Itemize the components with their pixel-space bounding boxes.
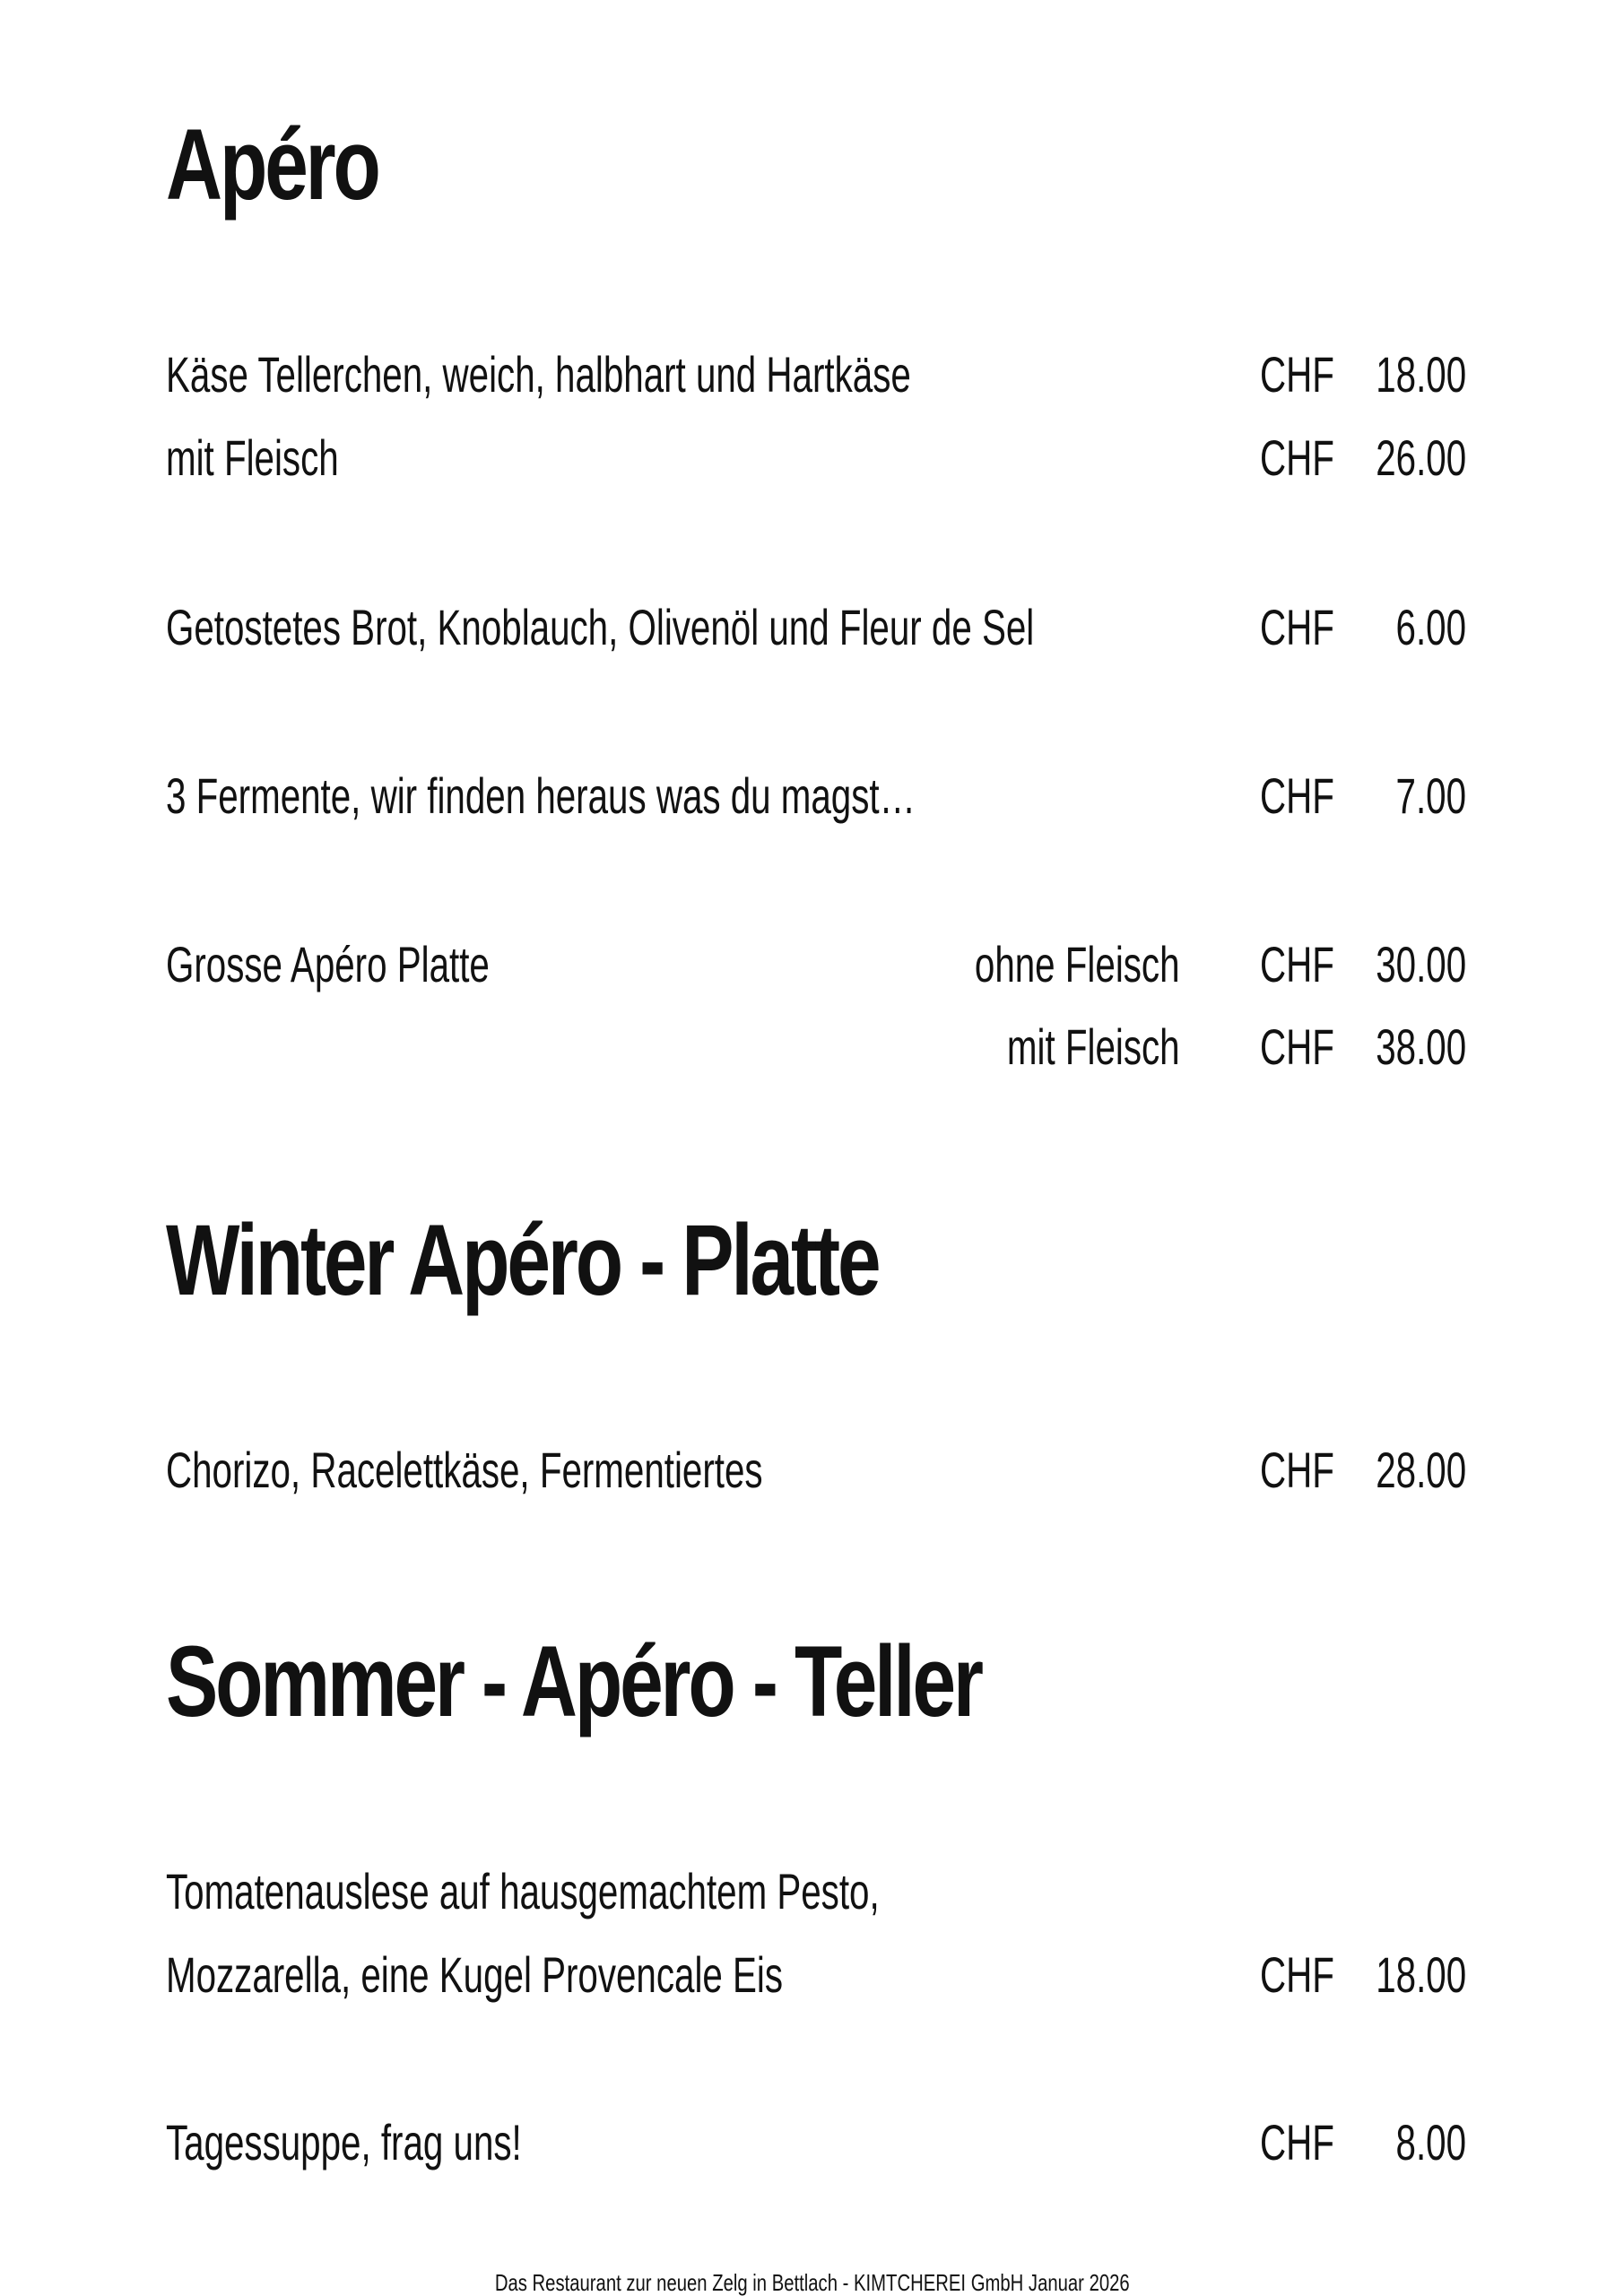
menu-item-currency: CHF [1260, 767, 1334, 824]
menu-item-currency: CHF [1260, 1018, 1334, 1075]
menu-item-currency: CHF [1260, 936, 1334, 992]
menu-item-currency: CHF [1260, 599, 1334, 655]
menu-item-currency: CHF [1260, 1442, 1334, 1498]
menu-item-name: 3 Fermente, wir finden heraus was du magst… [166, 767, 916, 824]
menu-item-name: Chorizo, Racelettkäse, Fermentiertes [166, 1442, 763, 1498]
menu-item-price: 8.00 [1395, 2114, 1466, 2170]
menu-item-price: 38.00 [1376, 1018, 1466, 1075]
menu-item-price: 6.00 [1395, 599, 1466, 655]
menu-item-currency: CHF [1260, 429, 1334, 486]
footer [0, 2271, 1624, 2294]
menu-item-variant: ohne Fleisch [975, 936, 1180, 992]
menu-item-currency: CHF [1260, 1946, 1334, 2003]
menu-item-price: 30.00 [1376, 936, 1466, 992]
footer-text: Das Restaurant zur neuen Zelg in Bettlach - KIMTCHEREI GmbH Januar 2026 [494, 2269, 1130, 2296]
menu-item-name: Mozzarella, eine Kugel Provencale Eis [166, 1946, 784, 2003]
menu-item-variant: mit Fleisch [1007, 1018, 1180, 1075]
section-heading-apero: Apéro [166, 108, 378, 221]
menu-item-currency: CHF [1260, 2114, 1334, 2170]
section-heading-winter: Winter Apéro - Platte [166, 1204, 879, 1316]
menu-item-price: 18.00 [1376, 346, 1466, 403]
menu-item-name: Getostetes Brot, Knoblauch, Olivenöl und Fleur de Sel [166, 599, 1035, 655]
menu-item-currency: CHF [1260, 346, 1334, 403]
menu-item-name: mit Fleisch [166, 429, 339, 486]
menu-item-name: Tomatenauslese auf hausgemachtem Pesto, [166, 1863, 880, 1919]
menu-item-price: 26.00 [1376, 429, 1466, 486]
menu-item-name: Tagessuppe, frag uns! [166, 2114, 522, 2170]
menu-item-price: 18.00 [1376, 1946, 1466, 2003]
menu-item-price: 7.00 [1395, 767, 1466, 824]
menu-item-name: Käse Tellerchen, weich, halbhart und Hartkäse [166, 346, 911, 403]
menu-item-price: 28.00 [1376, 1442, 1466, 1498]
menu-item-name: Grosse Apéro Platte [166, 936, 490, 992]
section-heading-sommer: Sommer - Apéro - Teller [166, 1625, 981, 1737]
